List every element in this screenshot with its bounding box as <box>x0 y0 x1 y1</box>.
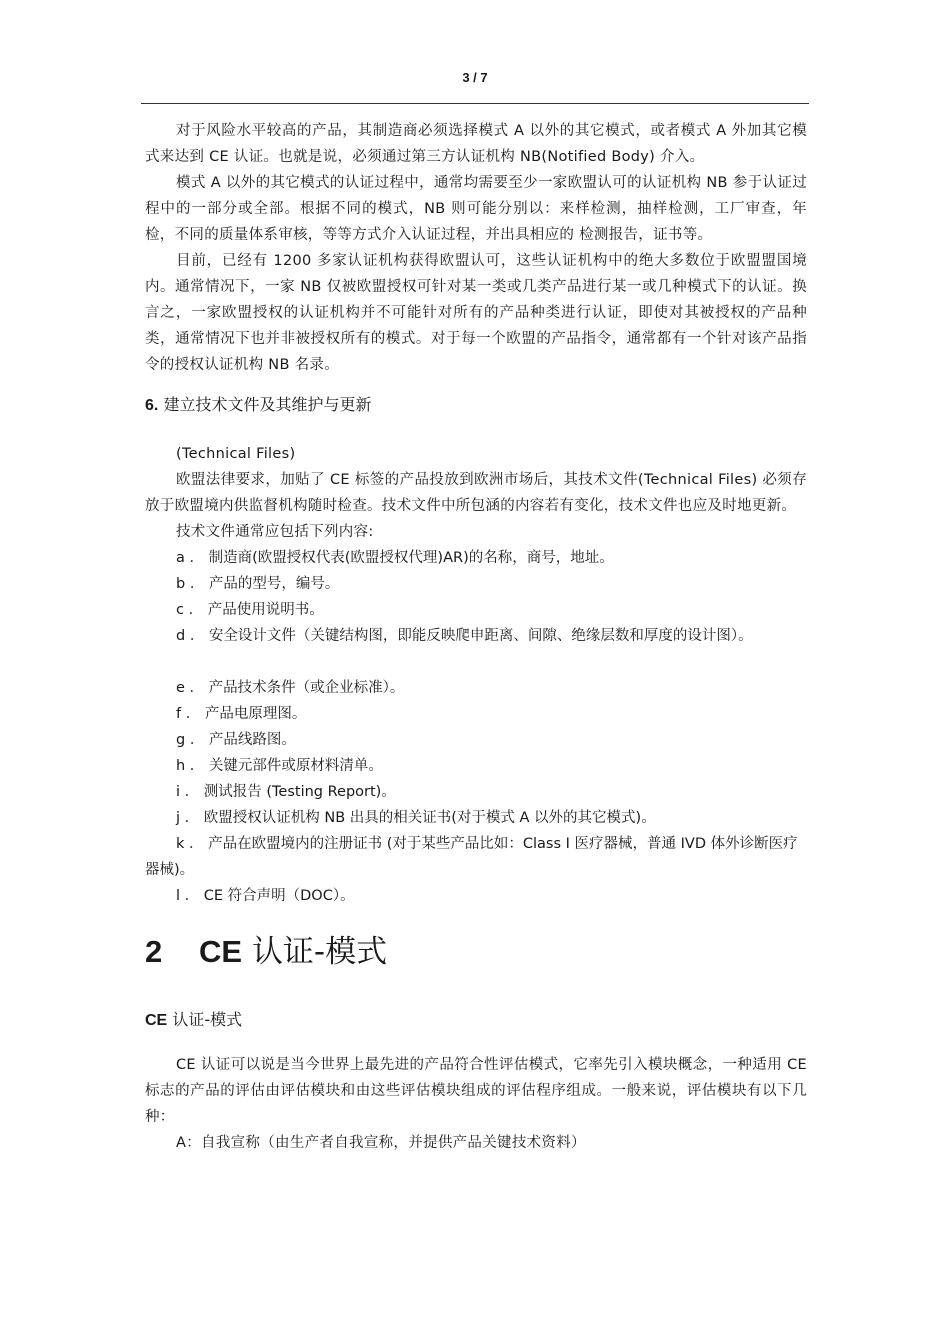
section-6-number: 6. <box>145 397 159 414</box>
list-item: a ． 制造商(欧盟授权代表(欧盟授权代理)AR)的名称，商号，地址。 <box>176 550 614 566</box>
list-item: j ． 欧盟授权认证机构 NB 出具的相关证书(对于模式 A 以外的其它模式)。 <box>176 810 656 826</box>
subsection-title-cn: 认证-模式 <box>172 1010 243 1029</box>
paragraph: 欧盟法律要求，加贴了 CE 标签的产品投放到欧洲市场后，其技术文件(Technical Files) 必须存放于欧盟境内供监督机构随时检查。技术文件中所包涵的内容若有变化，技术文件也应及时地更新。 <box>145 472 807 514</box>
section-6-subtitle: (Technical Files) <box>176 446 296 462</box>
page-number: 3 / 7 <box>462 70 488 85</box>
chapter-title-cn: 认证-模式 <box>251 934 388 970</box>
section-6-heading <box>145 392 807 419</box>
list-item: c ． 产品使用说明书。 <box>176 602 324 618</box>
chapter-title-en: CE <box>199 934 243 969</box>
list-item: f ． 产品电原理图。 <box>176 706 307 722</box>
paragraph: 模式 A 以外的其它模式的认证过程中，通常均需要至少一家欧盟认可的认证机构 NB 参于认证过程中的一部分或全部。根据不同的模式，NB 则可能分别以：来样检测，抽样检测，工厂审查，年检，不同的质量体系审核，等等方式介入认证过程，并出具相应的 检测报告，证书等。 <box>145 175 807 243</box>
list-item: k ． 产品在欧盟境内的注册证书 (对于某些产品比如：Class I 医疗器械，普通 IVD 体外诊断医疗器械)。 <box>145 836 798 878</box>
list-intro: 技术文件通常应包括下列内容: <box>176 524 374 540</box>
subsection-title-en: CE <box>145 1012 168 1029</box>
paragraph: 目前，已经有 1200 多家认证机构获得欧盟认可，这些认证机构中的绝大多数位于欧盟盟国境内。通常情况下，一家 NB 仅被欧盟授权可针对某一类或几类产品进行某一或几种模式下的认证。换言之，一家欧盟授权的认证机构并不可能针对所有的产品种类进行认证，即使对其被授权的产品种类，通常情况下也并非被授权所有的模式。对于每一个欧盟的产品指令，通常都有一个针对该产品指令的授权认证机构 NB 名录。 <box>145 253 807 373</box>
list-item: A：自我宣称（由生产者自我宣称，并提供产品关键技术资料） <box>176 1135 586 1151</box>
page-content <box>145 118 807 1156</box>
list-item: g ． 产品线路图。 <box>176 732 296 748</box>
paragraph: 对于风险水平较高的产品，其制造商必须选择模式 A 以外的其它模式，或者模式 A 外加其它模式来达到 CE 认证。也就是说，必须通过第三方认证机构 NB(Notified Body) 介入。 <box>145 123 807 165</box>
chapter-number: 2 <box>145 934 163 969</box>
paragraph: CE 认证可以说是当今世界上最先进的产品符合性评估模式，它率先引入模块概念，一种适用 CE 标志的产品的评估由评估模块和由这些评估模块组成的评估程序组成。一般来说，评估模块有以下几种： <box>145 1057 807 1125</box>
subsection-heading <box>145 1007 807 1034</box>
list-item: e ． 产品技术条件（或企业标准）。 <box>176 680 405 696</box>
list-item: l ． CE 符合声明（DOC）。 <box>176 888 355 904</box>
section-6-title: 建立技术文件及其维护与更新 <box>163 395 372 414</box>
chapter-heading <box>145 927 807 977</box>
list-item: d ． 安全设计文件（关键结构图，即能反映爬申距离、间隙、绝缘层数和厚度的设计图）。 <box>176 628 753 644</box>
header-rule <box>141 103 809 104</box>
list-item: b ． 产品的型号，编号。 <box>176 576 340 592</box>
list-item: i ． 测试报告 (Testing Report)。 <box>176 784 396 800</box>
list-item: h ． 关键元部件或原材料清单。 <box>176 758 383 774</box>
